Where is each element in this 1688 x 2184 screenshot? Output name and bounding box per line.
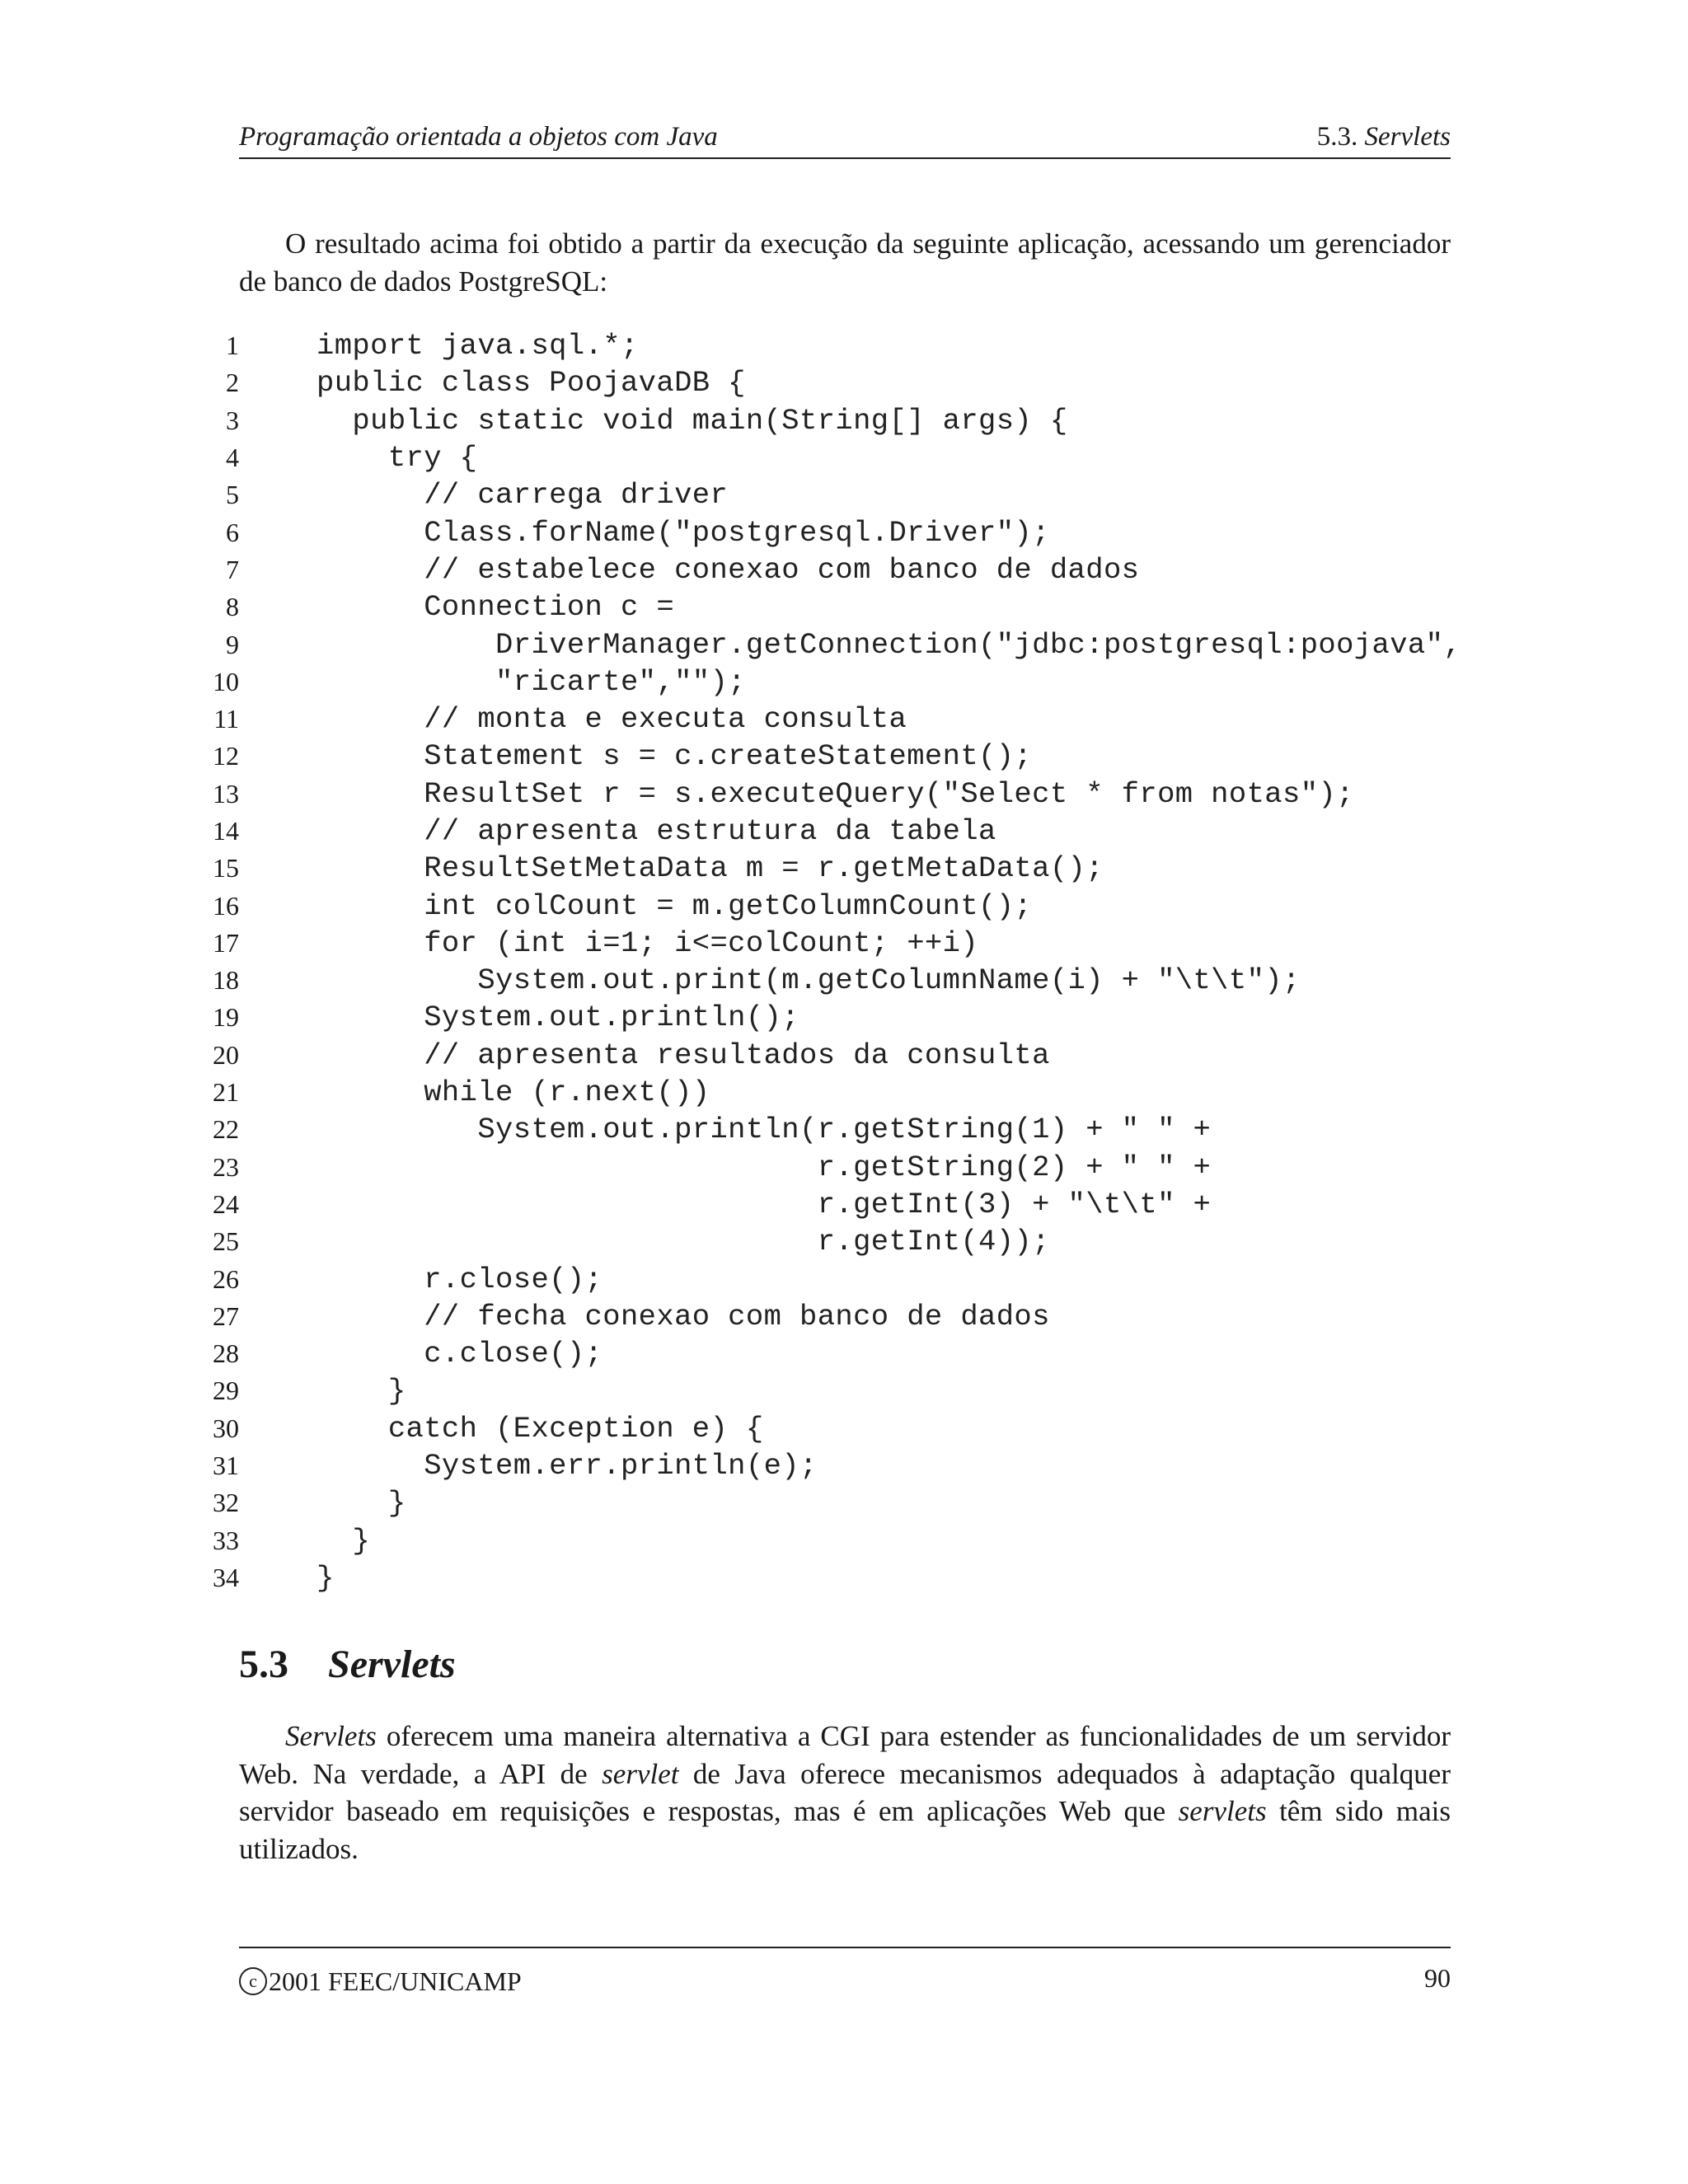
code-line [206,402,1459,439]
code-text: System.err.println(e); [316,1449,818,1483]
code-line [206,1298,1459,1335]
code-line [206,1111,1459,1148]
code-text: int colCount = m.getColumnCount(); [316,888,1033,923]
code-text: ResultSet r = s.executeQuery("Select * from notas"); [316,776,1354,811]
code-line [206,1037,1459,1074]
code-line [206,962,1459,999]
copyright-text: 2001 FEEC/UNICAMP [269,1966,522,1996]
code-text: r.getString(2) + " " + [316,1150,1212,1184]
page-number: 90 [1424,1963,1451,1993]
code-line [206,364,1459,401]
line-number: 22 [213,1114,239,1145]
header-section-title: Servlets [1364,122,1451,152]
line-number: 17 [213,927,239,958]
code-text: r.getInt(4)); [316,1225,1050,1259]
code-text: r.getInt(3) + "\t\t" + [316,1187,1212,1221]
section-number: 5.3 [239,1643,288,1686]
code-text: Class.forName("postgresql.Driver"); [316,515,1050,550]
servlets-term-2: servlets [1178,1795,1267,1827]
line-number: 1 [226,330,239,361]
line-number: 4 [226,443,239,473]
code-line [206,925,1459,962]
code-line [206,1410,1459,1447]
header-section [1317,122,1451,152]
servlets-text-3: têm sido mais utilizados. [239,1795,1451,1865]
header-book-title: Programação orientada a objetos com Java [239,122,718,152]
servlet-term: servlet [602,1757,679,1790]
line-number: 24 [213,1188,239,1219]
line-number: 21 [213,1077,239,1108]
code-line [206,999,1459,1036]
line-number: 19 [213,1002,239,1033]
code-line [206,588,1459,626]
code-text: } [316,1374,406,1408]
section-heading [239,1642,456,1687]
code-text: // estabelece conexao com banco de dados [316,552,1140,587]
code-line [206,1372,1459,1409]
section-title: Servlets [328,1643,456,1686]
line-number: 2 [226,368,239,398]
code-text: ResultSetMetaData m = r.getMetaData(); [316,851,1104,886]
line-number: 30 [213,1413,239,1443]
code-line [206,776,1459,813]
code-line [206,1447,1459,1484]
line-number: 13 [213,778,239,808]
code-text: import java.sql.*; [316,329,639,363]
line-number: 27 [213,1301,239,1331]
line-number: 15 [213,853,239,883]
line-number: 20 [213,1039,239,1070]
line-number: 16 [213,890,239,921]
line-number: 25 [213,1226,239,1257]
code-text: System.out.println(); [316,1001,799,1035]
line-number: 7 [226,554,239,584]
code-line [206,738,1459,775]
code-text: Statement s = c.createStatement(); [316,739,1033,774]
code-line [206,887,1459,924]
servlets-text-2: de Java oferece mecanismos adequados à adaptação qualquer servidor baseado em requisições e respostas, mas é em aplicações Web que [239,1757,1451,1827]
code-line [206,663,1459,701]
line-number: 11 [213,704,239,734]
line-number: 31 [213,1451,239,1481]
copyright-icon: c [239,1967,267,1995]
code-text: } [316,1560,335,1595]
page-footer [239,1947,1451,1997]
line-number: 10 [213,666,239,696]
code-text: System.out.print(m.getColumnName(i) + "\t\t"); [316,963,1301,998]
line-number: 5 [226,480,239,510]
line-number: 14 [213,816,239,846]
code-listing [206,327,1462,1596]
code-text: Connection c = [316,590,675,625]
line-number: 8 [226,592,239,622]
code-text: // apresenta estrutura da tabela [316,814,996,848]
code-line [206,626,1462,663]
servlets-paragraph [239,1718,1451,1868]
footer-copyright [239,1966,522,1997]
line-number: 18 [213,965,239,996]
code-text: } [316,1486,406,1521]
code-line [206,1186,1459,1223]
code-line [206,701,1459,738]
code-line [206,1484,1459,1521]
code-line [206,1260,1459,1297]
code-line [206,1223,1459,1260]
code-line [206,513,1459,551]
code-text: while (r.next()) [316,1076,710,1110]
code-text: public static void main(String[] args) { [316,403,1068,438]
code-text: "ricarte",""); [316,664,746,699]
code-text: // carrega driver [316,478,729,513]
code-line [206,1559,1459,1596]
code-text: try { [316,441,478,476]
running-header [239,122,1451,159]
line-number: 23 [213,1151,239,1182]
code-text: DriverManager.getConnection("jdbc:postgresql:poojava", [316,627,1462,662]
code-line [206,551,1459,588]
code-text: r.close(); [316,1262,603,1296]
code-text: for (int i=1; i<=colCount; ++i) [316,926,979,960]
code-line [206,476,1459,513]
line-number: 26 [213,1263,239,1294]
code-line [206,439,1459,476]
intro-text: O resultado acima foi obtido a partir da execução da seguinte aplicação, acessando um gerenciador de banco de dados PostgreSQL: [239,227,1451,298]
code-line [206,813,1459,850]
code-line [206,850,1459,887]
line-number: 29 [213,1376,239,1406]
line-number: 6 [226,517,239,547]
code-text: // fecha conexao com banco de dados [316,1299,1050,1333]
line-number: 33 [213,1525,239,1555]
code-text: c.close(); [316,1337,603,1371]
line-number: 34 [213,1562,239,1592]
code-line [206,1522,1459,1559]
code-text: System.out.println(r.getString(1) + " " + [316,1113,1212,1147]
line-number: 32 [213,1488,239,1518]
code-line [206,1074,1459,1111]
code-text: // apresenta resultados da consulta [316,1038,1050,1072]
line-number: 12 [213,741,239,771]
code-line [206,1149,1459,1186]
code-text: catch (Exception e) { [316,1411,764,1446]
code-text: } [316,1523,371,1558]
header-section-number: 5.3. [1316,122,1358,152]
intro-paragraph [239,225,1451,300]
servlets-text-1: oferecem uma maneira alternativa a CGI para estender as funcionalidades de um servidor Web. Na verdade, a API de [239,1720,1451,1790]
code-line [206,1335,1459,1372]
code-text: public class PoojavaDB { [316,366,746,401]
code-line [206,327,1459,364]
line-number: 28 [213,1338,239,1369]
line-number: 3 [226,405,239,435]
servlets-term: Servlets [285,1720,377,1752]
line-number: 9 [226,629,239,659]
code-text: // monta e executa consulta [316,702,907,737]
